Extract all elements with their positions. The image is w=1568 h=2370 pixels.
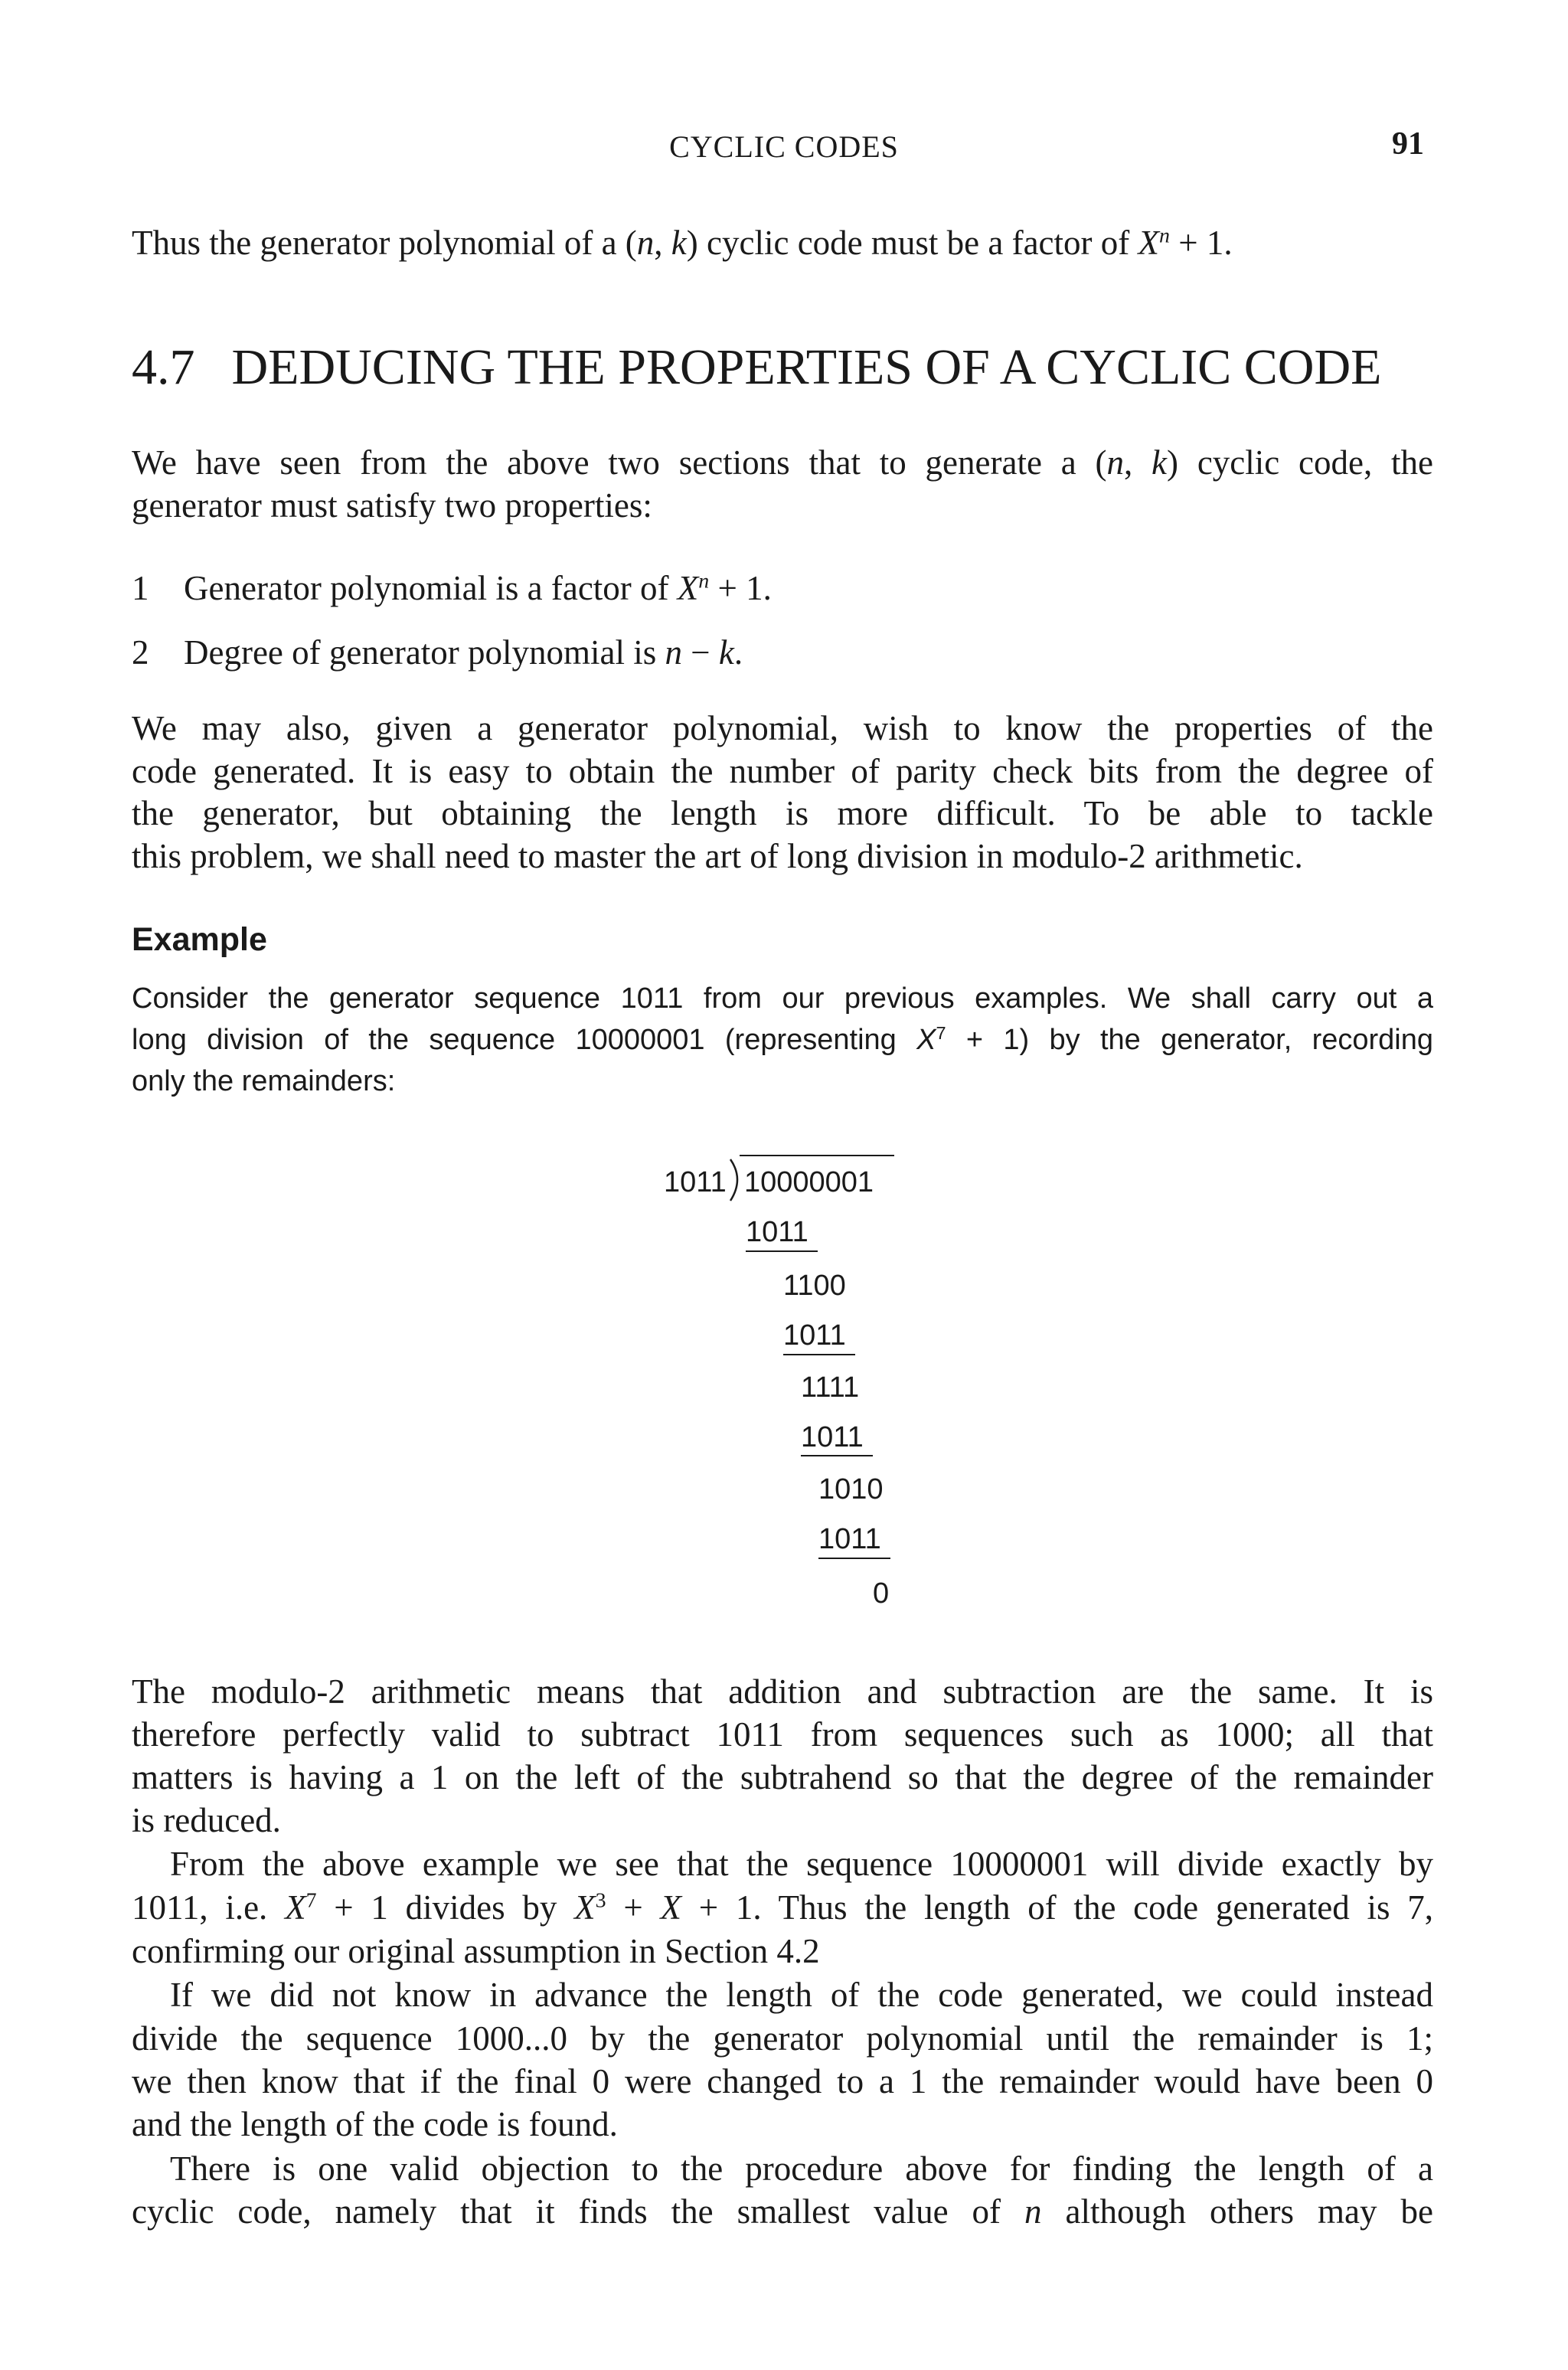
para2-line1: We may also, given a generator polynomial, wish to know the properties of the <box>132 709 1433 747</box>
para2-line3: the generator, but obtaining the length is more difficult. To be able to tackle <box>132 794 1433 832</box>
division-divisor: 1011 <box>664 1166 727 1198</box>
para2-line4: this problem, we shall need to master the art of long division in modulo-2 arithmetic. <box>132 837 1303 875</box>
property-2-text: Degree of generator polynomial is n − k. <box>184 633 743 672</box>
division-step-2: 1100 <box>783 1270 846 1302</box>
division-rule-1 <box>746 1250 818 1252</box>
property-1-text: Generator polynomial is a factor of $X^n + 1$. <box>184 569 772 607</box>
para5-line4: and the length of the code is found. <box>132 2105 618 2143</box>
page-number: 91 <box>1392 126 1424 162</box>
para5-line1: If we did not know in advance the length of the code generated, we could instead <box>170 1976 1433 2014</box>
division-step-3: 1011 <box>783 1319 846 1352</box>
para1-line2: generator must satisfy two properties: <box>132 486 652 525</box>
property-1-number: 1 <box>132 569 149 607</box>
para3-line2: therefore perfectly valid to subtract 1011 from sequences such as 1000; all that <box>132 1715 1433 1754</box>
section-heading <box>132 338 1381 397</box>
running-head: CYCLIC CODES <box>669 129 899 164</box>
section-number: 4.7 <box>132 339 195 395</box>
para5-line2: divide the sequence 1000...0 by the generator polynomial until the remainder is 1; <box>132 2019 1433 2058</box>
para3-line1: The modulo-2 arithmetic means that addition and subtraction are the same. It is <box>132 1672 1433 1711</box>
para4-line3: confirming our original assumption in Section 4.2 <box>132 1932 820 1970</box>
para6-line1: There is one valid objection to the procedure above for finding the length of a <box>170 2149 1433 2188</box>
para4-line1: From the above example we see that the sequence 10000001 will divide exactly by <box>170 1845 1433 1883</box>
division-step-5: 1011 <box>801 1421 864 1453</box>
example-line3: only the remainders: <box>132 1065 396 1097</box>
division-step-4: 1111 <box>801 1371 860 1404</box>
division-step-1: 1011 <box>746 1216 808 1248</box>
division-step-6: 1010 <box>818 1473 884 1505</box>
example-heading: Example <box>132 921 267 958</box>
division-vinculum <box>740 1155 894 1156</box>
intro-sentence: Thus the generator polynomial of a (n, k) cyclic code must be a factor of $X^n + 1$. <box>132 224 1233 262</box>
para2-line2: code generated. It is easy to obtain the number of parity check bits from the degree of <box>132 752 1433 790</box>
section-title: DEDUCING THE PROPERTIES OF A CYCLIC CODE <box>231 339 1382 395</box>
division-rule-2 <box>783 1354 855 1355</box>
example-line1: Consider the generator sequence 1011 from our previous examples. We shall carry out a <box>132 982 1433 1015</box>
division-remainder: 0 <box>873 1577 890 1610</box>
division-step-7: 1011 <box>818 1523 881 1555</box>
para3-line4: is reduced. <box>132 1801 281 1839</box>
para6-line2: cyclic code, namely that it finds the smallest value of n although others may be <box>132 2192 1433 2231</box>
para4-line2: 1011, i.e. $X^7 + 1$ divides by $X^3 + X + 1$. Thus the length of the code generated is 7, <box>132 1888 1433 1927</box>
division-rule-4 <box>818 1558 890 1559</box>
division-dividend: 10000001 <box>744 1166 874 1198</box>
para3-line3: matters is having a 1 on the left of the subtrahend so that the degree of the remainder <box>132 1758 1433 1796</box>
division-rule-3 <box>801 1455 873 1456</box>
para1-line1: We have seen from the above two sections that to generate a (n, k) cyclic code, the <box>132 443 1434 482</box>
para5-line3: we then know that if the final 0 were changed to a 1 the remainder would have been 0 <box>132 2062 1433 2100</box>
property-2-number: 2 <box>132 633 149 672</box>
example-line2: long division of the sequence 10000001 (representing $X^7 + 1$) by the generator, recording <box>132 1023 1433 1056</box>
